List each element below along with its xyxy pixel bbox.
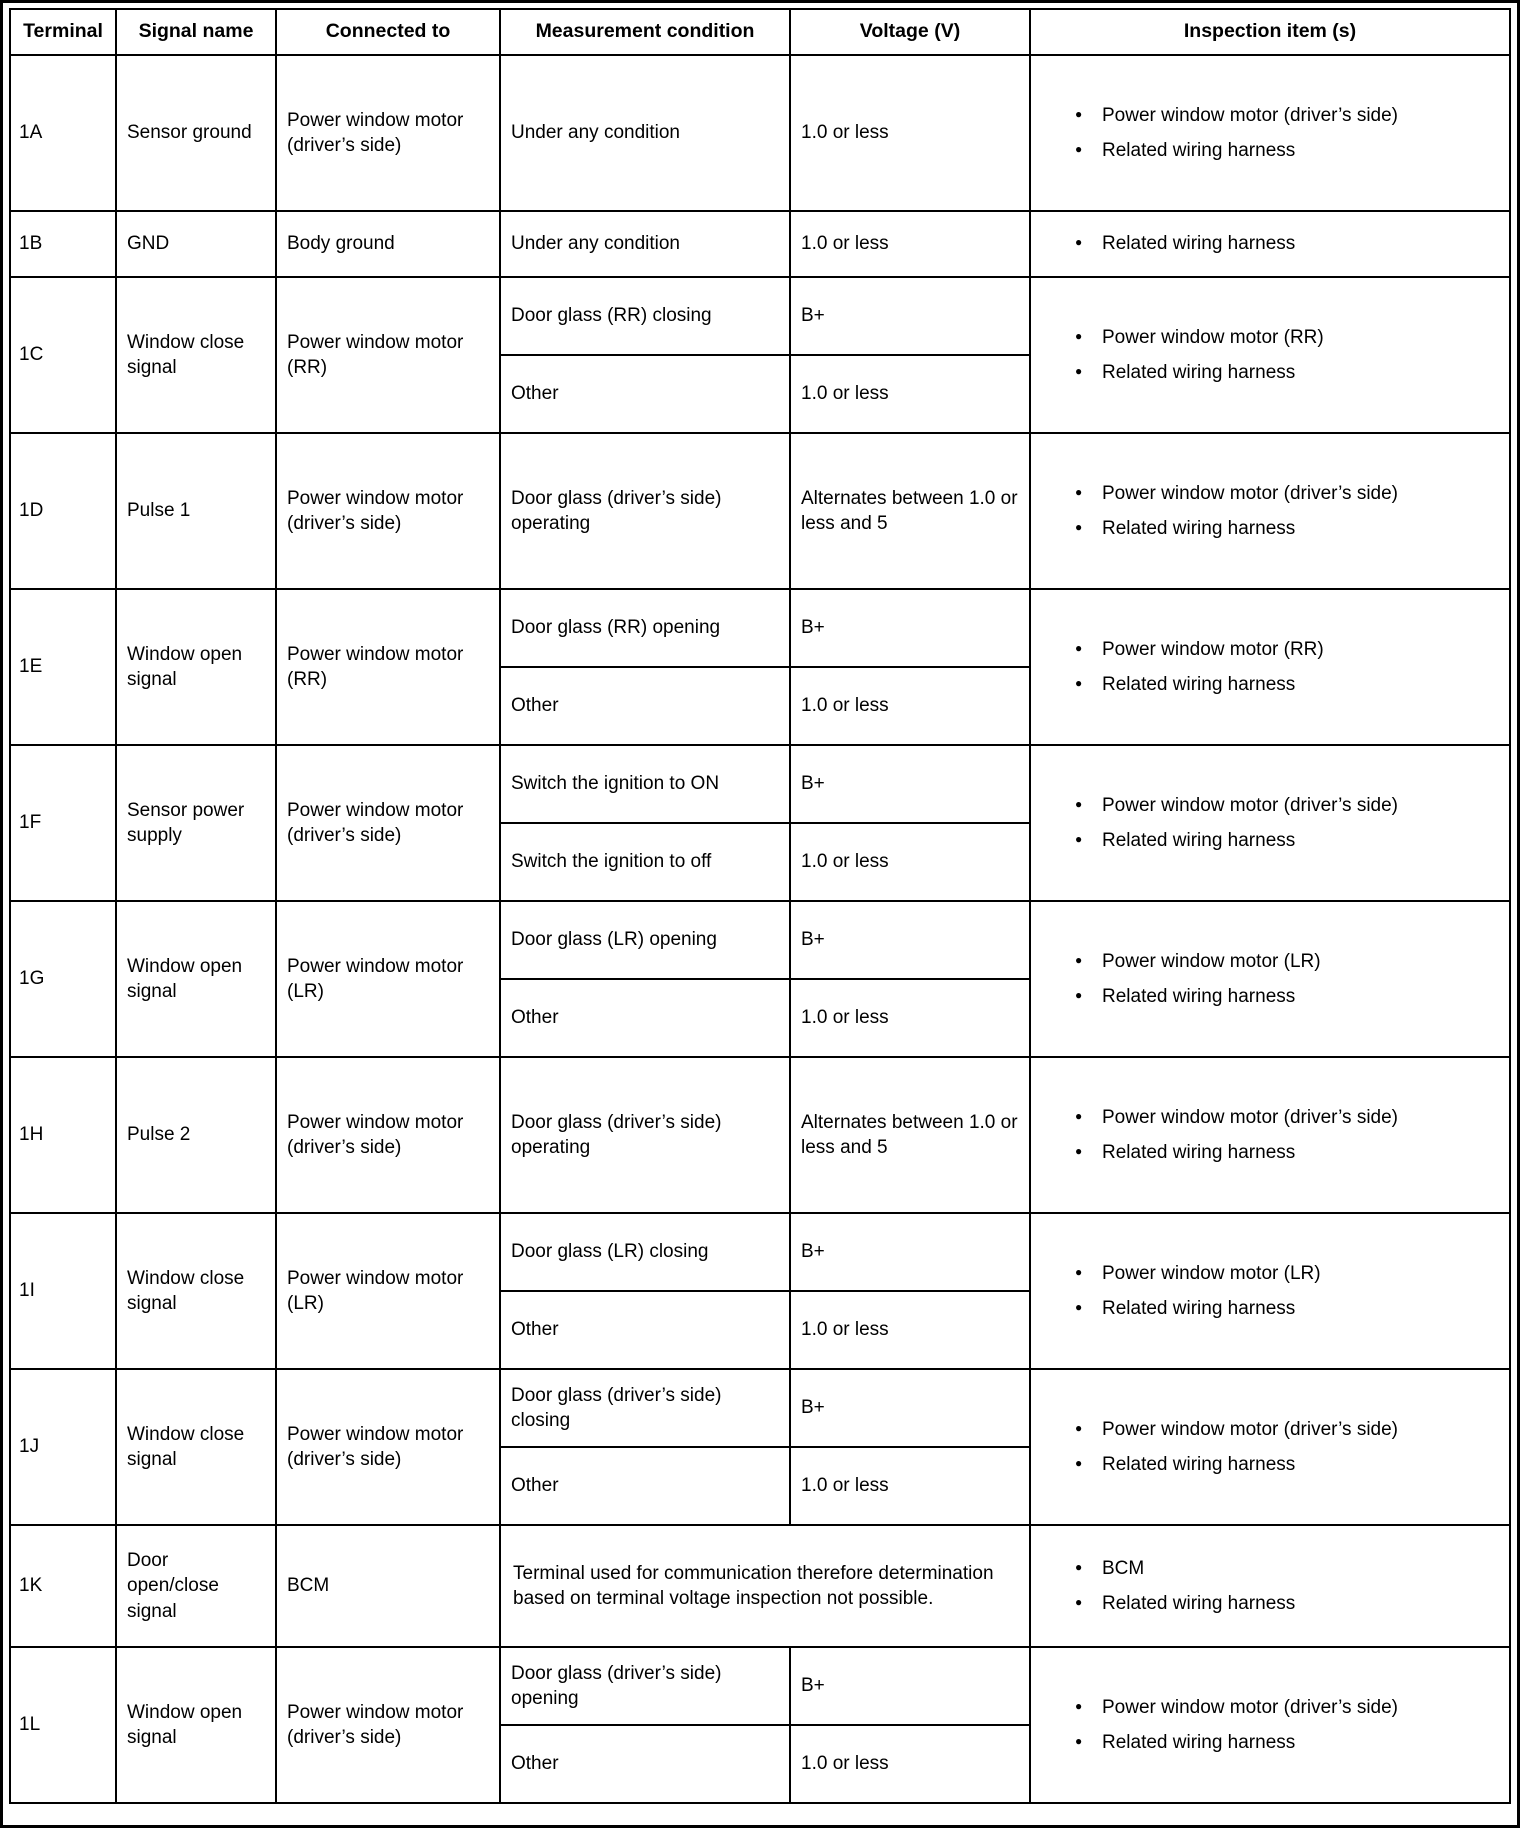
- voltage-cell: 1.0 or less: [790, 823, 1030, 901]
- terminal-cell: 1B: [10, 211, 116, 277]
- table-header-row: [10, 9, 1510, 55]
- inspection-item: ● Related wiring harness: [1075, 1591, 1501, 1617]
- signal-name-cell: Window close signal: [116, 1213, 276, 1369]
- signal-name-cell: Sensor power supply: [116, 745, 276, 901]
- signal-name-cell: Window open signal: [116, 901, 276, 1057]
- inspection-item: ● Related wiring harness: [1075, 1296, 1501, 1322]
- terminal-cell: 1D: [10, 433, 116, 589]
- signal-name-cell: Door open/close signal: [116, 1525, 276, 1647]
- inspection-item: ● Related wiring harness: [1075, 516, 1501, 542]
- measurement-condition-cell: Other: [500, 667, 790, 745]
- inspection-item: ● BCM: [1075, 1556, 1501, 1582]
- voltage-cell: B+: [790, 1647, 1030, 1725]
- connected-to-cell: Body ground: [276, 211, 500, 277]
- voltage-cell: 1.0 or less: [790, 1725, 1030, 1803]
- inspection-list: [1075, 1261, 1501, 1321]
- voltage-cell: B+: [790, 901, 1030, 979]
- row-1e: [10, 589, 1510, 667]
- inspection-list: [1075, 1695, 1501, 1755]
- voltage-cell: B+: [790, 277, 1030, 355]
- column-header-inspection-items: Inspection item (s): [1030, 9, 1510, 55]
- inspection-item: ● Related wiring harness: [1075, 1140, 1501, 1166]
- measurement-condition-cell: Door glass (driver’s side) opening: [500, 1647, 790, 1725]
- measurement-condition-cell: Switch the ignition to ON: [500, 745, 790, 823]
- signal-name-cell: Window close signal: [116, 1369, 276, 1525]
- voltage-cell: B+: [790, 1369, 1030, 1447]
- inspection-cell: [1030, 433, 1510, 589]
- inspection-list: [1075, 1556, 1501, 1616]
- inspection-item: ● Power window motor (driver’s side): [1075, 1695, 1501, 1721]
- inspection-list: [1075, 793, 1501, 853]
- column-header-measurement-condition: Measurement condition: [500, 9, 790, 55]
- inspection-list: [1075, 1105, 1501, 1165]
- signal-name-cell: Sensor ground: [116, 55, 276, 211]
- inspection-cell: [1030, 901, 1510, 1057]
- inspection-item: ● Related wiring harness: [1075, 828, 1501, 854]
- voltage-cell: 1.0 or less: [790, 355, 1030, 433]
- terminal-cell: 1I: [10, 1213, 116, 1369]
- inspection-cell: [1030, 589, 1510, 745]
- inspection-item: ● Related wiring harness: [1075, 672, 1501, 698]
- connected-to-cell: Power window motor (RR): [276, 589, 500, 745]
- voltage-cell: B+: [790, 745, 1030, 823]
- row-1l: [10, 1647, 1510, 1725]
- row-1k: [10, 1525, 1510, 1647]
- measurement-condition-cell: Switch the ignition to off: [500, 823, 790, 901]
- terminal-cell: 1G: [10, 901, 116, 1057]
- column-header-connected-to: Connected to: [276, 9, 500, 55]
- inspection-list: [1075, 231, 1501, 257]
- inspection-list: [1075, 949, 1501, 1009]
- column-header-signal-name: Signal name: [116, 9, 276, 55]
- row-1h: [10, 1057, 1510, 1213]
- connected-to-cell: Power window motor (LR): [276, 901, 500, 1057]
- measurement-condition-cell: Door glass (driver’s side) operating: [500, 433, 790, 589]
- terminal-cell: 1K: [10, 1525, 116, 1647]
- inspection-item: ● Related wiring harness: [1075, 1730, 1501, 1756]
- signal-name-cell: Pulse 1: [116, 433, 276, 589]
- row-1f: [10, 745, 1510, 823]
- inspection-item: ● Power window motor (RR): [1075, 325, 1501, 351]
- row-1g: [10, 901, 1510, 979]
- inspection-cell: [1030, 1213, 1510, 1369]
- inspection-item: ● Power window motor (driver’s side): [1075, 793, 1501, 819]
- inspection-cell: [1030, 277, 1510, 433]
- row-1b: [10, 211, 1510, 277]
- terminal-cell: 1J: [10, 1369, 116, 1525]
- measurement-condition-cell: Under any condition: [500, 211, 790, 277]
- measurement-condition-cell: Other: [500, 1725, 790, 1803]
- inspection-item: ● Related wiring harness: [1075, 984, 1501, 1010]
- inspection-item: ● Power window motor (driver’s side): [1075, 1105, 1501, 1131]
- inspection-item: ● Related wiring harness: [1075, 138, 1501, 164]
- signal-name-cell: Pulse 2: [116, 1057, 276, 1213]
- row-1c: [10, 277, 1510, 355]
- inspection-item: ● Power window motor (driver’s side): [1075, 481, 1501, 507]
- inspection-list: [1075, 481, 1501, 541]
- measurement-condition-cell: Other: [500, 1291, 790, 1369]
- measurement-condition-cell: Under any condition: [500, 55, 790, 211]
- connected-to-cell: Power window motor (RR): [276, 277, 500, 433]
- voltage-cell: Alternates between 1.0 or less and 5: [790, 433, 1030, 589]
- inspection-cell: [1030, 1369, 1510, 1525]
- measurement-condition-cell: Door glass (driver’s side) closing: [500, 1369, 790, 1447]
- signal-name-cell: Window close signal: [116, 277, 276, 433]
- terminal-voltage-table: [9, 8, 1511, 1804]
- inspection-cell: [1030, 745, 1510, 901]
- voltage-cell: 1.0 or less: [790, 979, 1030, 1057]
- inspection-cell: [1030, 1525, 1510, 1647]
- measurement-condition-cell: Door glass (LR) opening: [500, 901, 790, 979]
- inspection-list: [1075, 1417, 1501, 1477]
- column-header-voltage: Voltage (V): [790, 9, 1030, 55]
- terminal-cell: 1C: [10, 277, 116, 433]
- signal-name-cell: Window open signal: [116, 1647, 276, 1803]
- terminal-cell: 1L: [10, 1647, 116, 1803]
- signal-name-cell: Window open signal: [116, 589, 276, 745]
- connected-to-cell: Power window motor (driver’s side): [276, 1369, 500, 1525]
- terminal-cell: 1H: [10, 1057, 116, 1213]
- measurement-condition-cell: Door glass (RR) closing: [500, 277, 790, 355]
- inspection-list: [1075, 637, 1501, 697]
- voltage-cell: B+: [790, 1213, 1030, 1291]
- inspection-cell: [1030, 1057, 1510, 1213]
- voltage-cell: 1.0 or less: [790, 1447, 1030, 1525]
- signal-name-cell: GND: [116, 211, 276, 277]
- measurement-condition-cell: Door glass (LR) closing: [500, 1213, 790, 1291]
- inspection-item: ● Power window motor (driver’s side): [1075, 1417, 1501, 1443]
- inspection-item: ● Power window motor (LR): [1075, 949, 1501, 975]
- terminal-cell: 1A: [10, 55, 116, 211]
- voltage-cell: 1.0 or less: [790, 1291, 1030, 1369]
- connected-to-cell: Power window motor (LR): [276, 1213, 500, 1369]
- connected-to-cell: BCM: [276, 1525, 500, 1647]
- measurement-condition-cell: Other: [500, 1447, 790, 1525]
- measurement-condition-cell: Other: [500, 979, 790, 1057]
- connected-to-cell: Power window motor (driver’s side): [276, 433, 500, 589]
- connected-to-cell: Power window motor (driver’s side): [276, 745, 500, 901]
- voltage-cell: 1.0 or less: [790, 211, 1030, 277]
- inspection-list: [1075, 103, 1501, 163]
- voltage-cell: 1.0 or less: [790, 55, 1030, 211]
- inspection-cell: [1030, 55, 1510, 211]
- inspection-cell: [1030, 1647, 1510, 1803]
- inspection-item: ● Related wiring harness: [1075, 360, 1501, 386]
- inspection-cell: [1030, 211, 1510, 277]
- row-1i: [10, 1213, 1510, 1291]
- column-header-terminal: Terminal: [10, 9, 116, 55]
- terminal-cell: 1F: [10, 745, 116, 901]
- voltage-cell: 1.0 or less: [790, 667, 1030, 745]
- measurement-condition-cell: Door glass (RR) opening: [500, 589, 790, 667]
- voltage-cell: B+: [790, 589, 1030, 667]
- inspection-item: ● Power window motor (RR): [1075, 637, 1501, 663]
- communication-note-cell: Terminal used for communication therefore determination based on terminal voltage inspection not possible.: [500, 1525, 1030, 1647]
- connected-to-cell: Power window motor (driver’s side): [276, 55, 500, 211]
- measurement-condition-cell: Other: [500, 355, 790, 433]
- inspection-list: [1075, 325, 1501, 385]
- terminal-cell: 1E: [10, 589, 116, 745]
- row-1j: [10, 1369, 1510, 1447]
- row-1a: [10, 55, 1510, 211]
- row-1d: [10, 433, 1510, 589]
- measurement-condition-cell: Door glass (driver’s side) operating: [500, 1057, 790, 1213]
- voltage-cell: Alternates between 1.0 or less and 5: [790, 1057, 1030, 1213]
- inspection-item: ● Power window motor (driver’s side): [1075, 103, 1501, 129]
- inspection-item: ● Related wiring harness: [1075, 1452, 1501, 1478]
- connected-to-cell: Power window motor (driver’s side): [276, 1057, 500, 1213]
- connected-to-cell: Power window motor (driver’s side): [276, 1647, 500, 1803]
- inspection-item: ● Power window motor (LR): [1075, 1261, 1501, 1287]
- inspection-item: ● Related wiring harness: [1075, 231, 1501, 257]
